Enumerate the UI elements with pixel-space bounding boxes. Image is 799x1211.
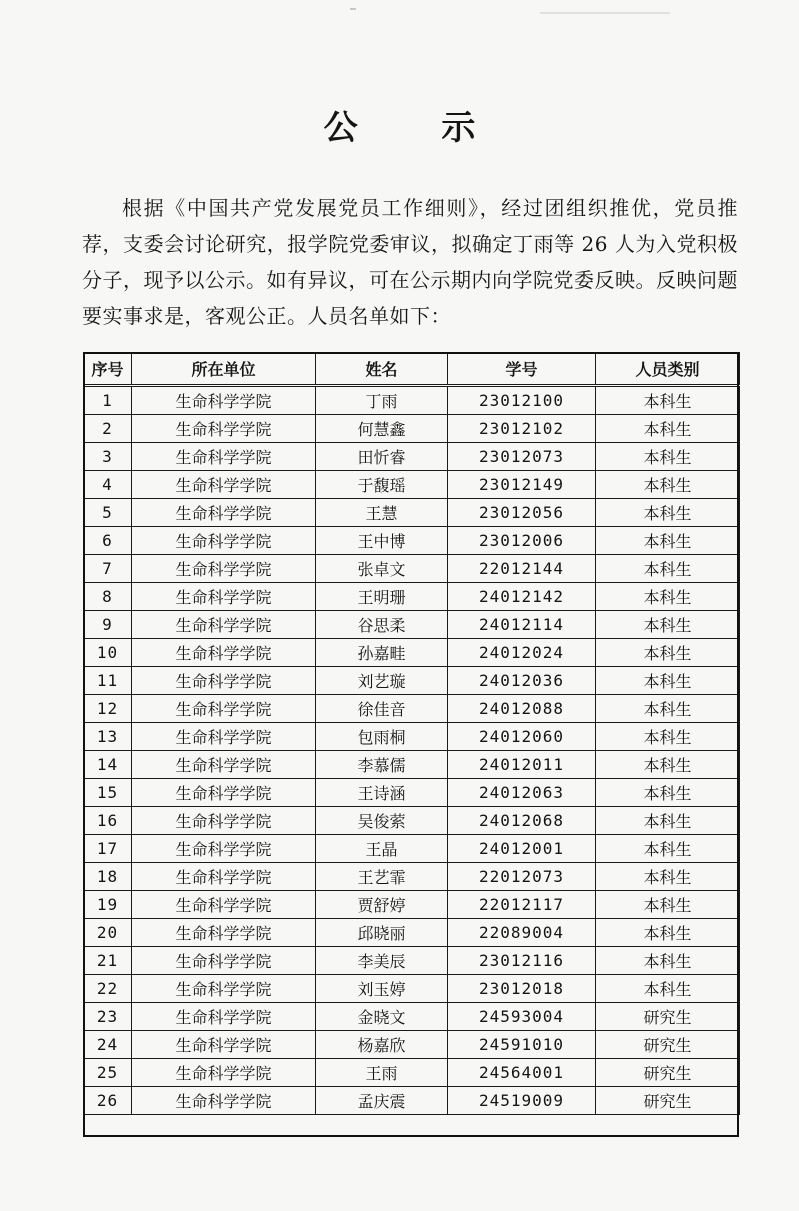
row-unit: 生命科学学院 bbox=[132, 947, 316, 975]
row-name: 李慕儒 bbox=[316, 751, 448, 779]
row-name: 王晶 bbox=[316, 835, 448, 863]
row-name: 邱晓丽 bbox=[316, 919, 448, 947]
row-name: 刘玉婷 bbox=[316, 975, 448, 1003]
row-student-id: 24012068 bbox=[448, 807, 596, 835]
row-number: 12 bbox=[84, 695, 132, 723]
row-student-id: 24012060 bbox=[448, 723, 596, 751]
row-student-id: 22012144 bbox=[448, 555, 596, 583]
row-number: 14 bbox=[84, 751, 132, 779]
row-unit: 生命科学学院 bbox=[132, 695, 316, 723]
row-name: 王中博 bbox=[316, 527, 448, 555]
row-unit: 生命科学学院 bbox=[132, 555, 316, 583]
header-type: 人员类别 bbox=[596, 353, 740, 386]
row-number: 10 bbox=[84, 639, 132, 667]
row-unit: 生命科学学院 bbox=[132, 807, 316, 835]
row-name: 孟庆震 bbox=[316, 1087, 448, 1115]
row-name: 孙嘉畦 bbox=[316, 639, 448, 667]
row-student-id: 23012006 bbox=[448, 527, 596, 555]
row-number: 23 bbox=[84, 1003, 132, 1031]
row-unit: 生命科学学院 bbox=[132, 583, 316, 611]
row-student-id: 24012088 bbox=[448, 695, 596, 723]
row-number: 9 bbox=[84, 611, 132, 639]
row-type: 本科生 bbox=[596, 415, 740, 443]
row-number: 18 bbox=[84, 863, 132, 891]
row-student-id: 24012036 bbox=[448, 667, 596, 695]
row-name: 金晓文 bbox=[316, 1003, 448, 1031]
row-number: 13 bbox=[84, 723, 132, 751]
row-number: 16 bbox=[84, 807, 132, 835]
row-student-id: 22012117 bbox=[448, 891, 596, 919]
row-unit: 生命科学学院 bbox=[132, 667, 316, 695]
table-row bbox=[84, 1031, 740, 1059]
row-name: 徐佳音 bbox=[316, 695, 448, 723]
row-name: 王雨 bbox=[316, 1059, 448, 1087]
row-unit: 生命科学学院 bbox=[132, 386, 316, 415]
row-number: 1 bbox=[84, 386, 132, 415]
row-student-id: 22089004 bbox=[448, 919, 596, 947]
table-row bbox=[84, 499, 740, 527]
row-unit: 生命科学学院 bbox=[132, 639, 316, 667]
table-row bbox=[84, 779, 740, 807]
table-row bbox=[84, 611, 740, 639]
row-type: 本科生 bbox=[596, 807, 740, 835]
row-name: 王慧 bbox=[316, 499, 448, 527]
row-type: 本科生 bbox=[596, 583, 740, 611]
scan-speck bbox=[540, 12, 670, 14]
table-row bbox=[84, 1003, 740, 1031]
header-unit: 所在单位 bbox=[132, 353, 316, 386]
row-type: 本科生 bbox=[596, 835, 740, 863]
row-number: 20 bbox=[84, 919, 132, 947]
row-unit: 生命科学学院 bbox=[132, 1031, 316, 1059]
table-row bbox=[84, 415, 740, 443]
row-number: 25 bbox=[84, 1059, 132, 1087]
row-unit: 生命科学学院 bbox=[132, 471, 316, 499]
row-name: 杨嘉欣 bbox=[316, 1031, 448, 1059]
scan-speck bbox=[350, 8, 356, 10]
header-id: 学号 bbox=[448, 353, 596, 386]
row-type: 本科生 bbox=[596, 751, 740, 779]
row-type: 本科生 bbox=[596, 639, 740, 667]
table-body bbox=[84, 386, 740, 1115]
row-unit: 生命科学学院 bbox=[132, 891, 316, 919]
row-type: 本科生 bbox=[596, 919, 740, 947]
header-no: 序号 bbox=[84, 353, 132, 386]
table-row bbox=[84, 527, 740, 555]
row-student-id: 23012100 bbox=[448, 386, 596, 415]
row-type: 研究生 bbox=[596, 1087, 740, 1115]
row-unit: 生命科学学院 bbox=[132, 415, 316, 443]
table-row bbox=[84, 891, 740, 919]
row-student-id: 23012056 bbox=[448, 499, 596, 527]
row-name: 何慧鑫 bbox=[316, 415, 448, 443]
row-type: 研究生 bbox=[596, 1003, 740, 1031]
row-student-id: 24012001 bbox=[448, 835, 596, 863]
row-name: 刘艺璇 bbox=[316, 667, 448, 695]
row-type: 本科生 bbox=[596, 723, 740, 751]
row-number: 26 bbox=[84, 1087, 132, 1115]
notice-title: 公 示 bbox=[323, 108, 512, 148]
row-unit: 生命科学学院 bbox=[132, 835, 316, 863]
row-number: 4 bbox=[84, 471, 132, 499]
table-row bbox=[84, 1059, 740, 1087]
row-student-id: 24593004 bbox=[448, 1003, 596, 1031]
table-row bbox=[84, 555, 740, 583]
table-row bbox=[84, 695, 740, 723]
row-student-id: 24012142 bbox=[448, 583, 596, 611]
row-number: 21 bbox=[84, 947, 132, 975]
row-student-id: 24012024 bbox=[448, 639, 596, 667]
row-name: 张卓文 bbox=[316, 555, 448, 583]
row-unit: 生命科学学院 bbox=[132, 975, 316, 1003]
row-unit: 生命科学学院 bbox=[132, 499, 316, 527]
row-type: 本科生 bbox=[596, 863, 740, 891]
table-row bbox=[84, 1087, 740, 1115]
row-type: 本科生 bbox=[596, 611, 740, 639]
row-type: 研究生 bbox=[596, 1059, 740, 1087]
row-name: 李美辰 bbox=[316, 947, 448, 975]
row-number: 24 bbox=[84, 1031, 132, 1059]
table-row bbox=[84, 975, 740, 1003]
row-number: 22 bbox=[84, 975, 132, 1003]
row-number: 11 bbox=[84, 667, 132, 695]
table-row bbox=[84, 947, 740, 975]
row-unit: 生命科学学院 bbox=[132, 723, 316, 751]
row-type: 本科生 bbox=[596, 779, 740, 807]
table-row bbox=[84, 751, 740, 779]
row-type: 本科生 bbox=[596, 499, 740, 527]
row-number: 5 bbox=[84, 499, 132, 527]
row-type: 本科生 bbox=[596, 386, 740, 415]
table-row bbox=[84, 583, 740, 611]
row-unit: 生命科学学院 bbox=[132, 919, 316, 947]
row-student-id: 23012149 bbox=[448, 471, 596, 499]
row-type: 本科生 bbox=[596, 695, 740, 723]
row-type: 本科生 bbox=[596, 891, 740, 919]
row-type: 本科生 bbox=[596, 947, 740, 975]
row-name: 吴俊萦 bbox=[316, 807, 448, 835]
table-row bbox=[84, 807, 740, 835]
row-unit: 生命科学学院 bbox=[132, 1087, 316, 1115]
row-student-id: 23012102 bbox=[448, 415, 596, 443]
row-number: 8 bbox=[84, 583, 132, 611]
row-student-id: 24564001 bbox=[448, 1059, 596, 1087]
row-unit: 生命科学学院 bbox=[132, 527, 316, 555]
table-row bbox=[84, 835, 740, 863]
notice-paragraph: 根据《中国共产党发展党员工作细则》，经过团组织推优，党员推荐，支委会讨论研究，报学院党委审议，拟确定丁雨等 26 人为入党积极分子，现予以公示。如有异议，可在公示期内向学院党委反映。反映问题要实事求是，客观公正。人员名单如下： bbox=[82, 196, 738, 328]
row-unit: 生命科学学院 bbox=[132, 611, 316, 639]
roster-table bbox=[83, 352, 740, 1115]
table-row bbox=[84, 471, 740, 499]
row-number: 6 bbox=[84, 527, 132, 555]
table-row bbox=[84, 639, 740, 667]
row-unit: 生命科学学院 bbox=[132, 1059, 316, 1087]
row-type: 本科生 bbox=[596, 471, 740, 499]
row-name: 王明珊 bbox=[316, 583, 448, 611]
row-unit: 生命科学学院 bbox=[132, 751, 316, 779]
row-student-id: 22012073 bbox=[448, 863, 596, 891]
table-header-row bbox=[84, 353, 740, 386]
row-number: 17 bbox=[84, 835, 132, 863]
row-name: 王诗涵 bbox=[316, 779, 448, 807]
table-row bbox=[84, 919, 740, 947]
row-name: 丁雨 bbox=[316, 386, 448, 415]
row-number: 15 bbox=[84, 779, 132, 807]
row-student-id: 24012011 bbox=[448, 751, 596, 779]
row-name: 贾舒婷 bbox=[316, 891, 448, 919]
row-name: 王艺霏 bbox=[316, 863, 448, 891]
table-row bbox=[84, 863, 740, 891]
row-type: 本科生 bbox=[596, 667, 740, 695]
header-name: 姓名 bbox=[316, 353, 448, 386]
table-row bbox=[84, 443, 740, 471]
row-number: 19 bbox=[84, 891, 132, 919]
row-unit: 生命科学学院 bbox=[132, 1003, 316, 1031]
table-row bbox=[84, 723, 740, 751]
table-row bbox=[84, 386, 740, 415]
row-number: 2 bbox=[84, 415, 132, 443]
row-student-id: 24012063 bbox=[448, 779, 596, 807]
row-student-id: 23012073 bbox=[448, 443, 596, 471]
row-type: 本科生 bbox=[596, 975, 740, 1003]
row-name: 包雨桐 bbox=[316, 723, 448, 751]
row-student-id: 24591010 bbox=[448, 1031, 596, 1059]
row-student-id: 24519009 bbox=[448, 1087, 596, 1115]
row-student-id: 23012018 bbox=[448, 975, 596, 1003]
row-type: 研究生 bbox=[596, 1031, 740, 1059]
row-number: 3 bbox=[84, 443, 132, 471]
row-name: 谷思柔 bbox=[316, 611, 448, 639]
table-row bbox=[84, 667, 740, 695]
row-unit: 生命科学学院 bbox=[132, 779, 316, 807]
row-unit: 生命科学学院 bbox=[132, 863, 316, 891]
row-unit: 生命科学学院 bbox=[132, 443, 316, 471]
row-student-id: 23012116 bbox=[448, 947, 596, 975]
row-number: 7 bbox=[84, 555, 132, 583]
row-name: 于馥瑶 bbox=[316, 471, 448, 499]
row-name: 田忻睿 bbox=[316, 443, 448, 471]
row-type: 本科生 bbox=[596, 527, 740, 555]
row-type: 本科生 bbox=[596, 555, 740, 583]
row-type: 本科生 bbox=[596, 443, 740, 471]
row-student-id: 24012114 bbox=[448, 611, 596, 639]
